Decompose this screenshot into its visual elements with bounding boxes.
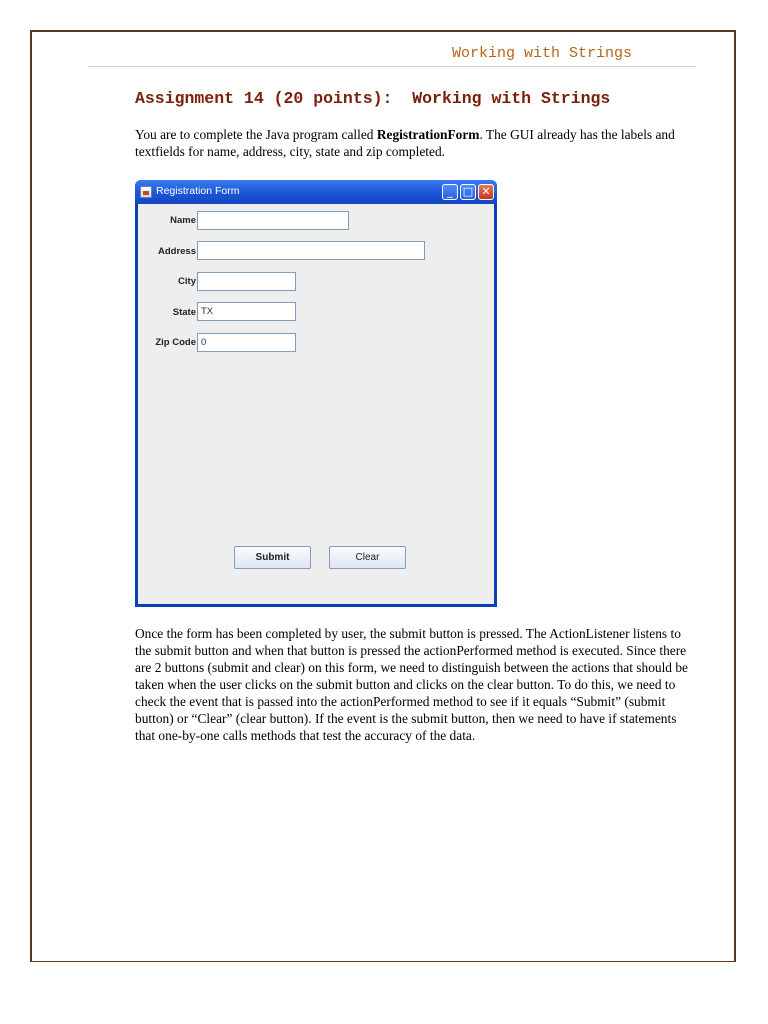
maximize-button[interactable]: □ [460,184,476,200]
intro-text-after: . The GUI already has the labels and textfields for name, address, city, state and zip completed. [135,127,675,159]
zip-code-field[interactable]: 0 [197,333,296,352]
java-app-icon [140,186,152,198]
intro-paragraph [135,126,695,160]
window-titlebar[interactable] [135,180,497,204]
running-header-text: Working with Strings [451,45,632,62]
city-label: City [178,276,196,287]
submit-button[interactable]: Submit [234,546,311,569]
running-header [88,44,696,67]
address-field[interactable] [197,241,425,260]
registration-form-window [135,180,497,607]
close-button[interactable]: ✕ [478,184,494,200]
body-paragraph: Once the form has been completed by user, the submit button is pressed. The ActionListener listens to the submit button and when that button is pressed the actionPerformed method is executed. Since there are 2 buttons (submit and clear) on this form, we need to distinguish between the actions that should be taken when the user clicks on the submit button and clicks on the clear button. To do this, we need to check the event that is passed into the actionPerformed method to see if it equals “Submit” (submit button) or “Clear” (clear button). If the event is the submit button, then we need to have if statements that one-by-one calls methods that test the accuracy of the data. [135,626,688,743]
name-field[interactable] [197,211,349,230]
state-field[interactable]: TX [197,302,296,321]
name-label: Name [170,215,196,226]
intro-text-before: You are to complete the Java program called [135,127,377,142]
assignment-title: Assignment 14 (20 points): Working with Strings [135,89,611,108]
zip-code-label: Zip Code [155,337,196,348]
form-content-pane [138,204,494,604]
state-label: State [172,307,196,318]
intro-class-name: RegistrationForm [376,127,480,142]
minimize-button[interactable]: _ [442,184,458,200]
address-label: Address [157,246,196,257]
city-field[interactable] [197,272,296,291]
clear-button[interactable]: Clear [329,546,406,569]
window-title: Registration Form [156,185,240,197]
